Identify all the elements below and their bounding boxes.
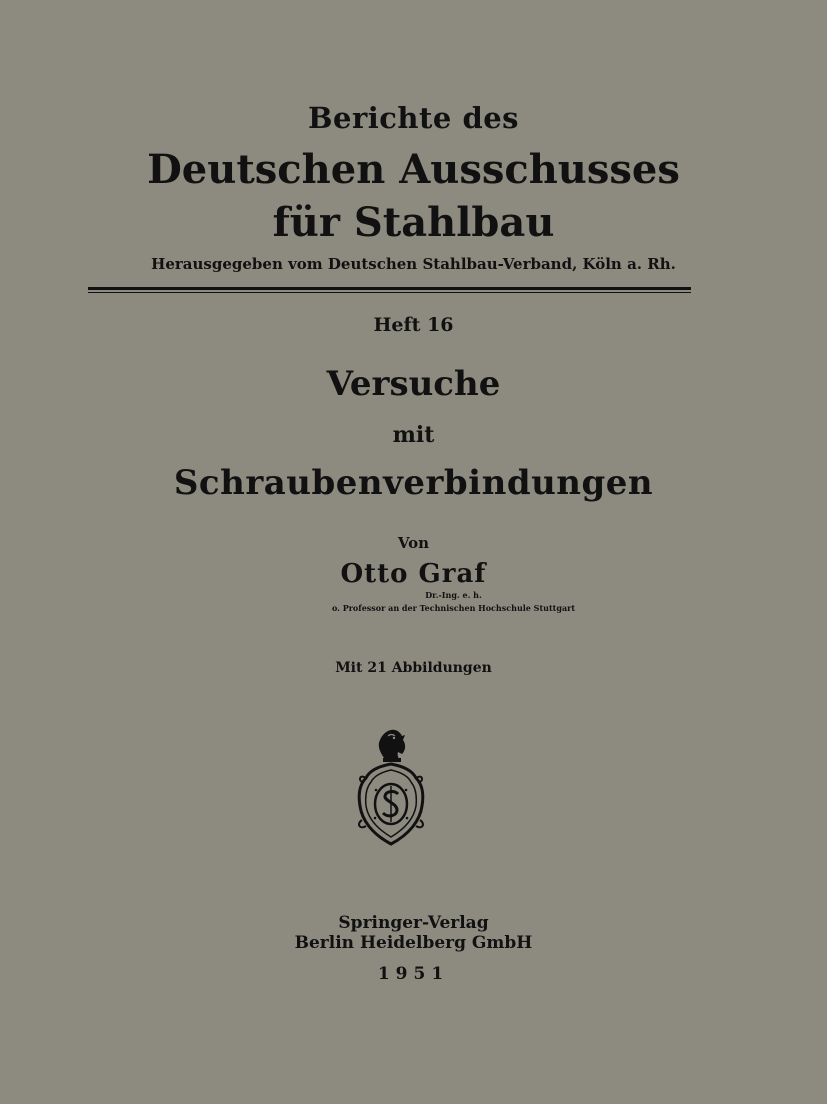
author-name: Otto Graf	[340, 559, 487, 589]
book-title-line1: Versuche	[326, 364, 501, 404]
issue-number: Heft 16	[373, 314, 454, 336]
committee-name: Deutschen Ausschusses	[147, 146, 680, 193]
book-title-line2: mit	[392, 422, 435, 448]
book-title-line3: Schraubenverbindungen	[173, 463, 654, 503]
author-degree: Dr.-Ing. e. h.	[425, 590, 482, 600]
author-affiliation: o. Professor an der Technischen Hochschule Stuttgart	[331, 603, 576, 613]
figures-note: Mit 21 Abbildungen	[335, 660, 492, 676]
publication-year: 1951	[377, 964, 450, 984]
divider-rule-thin	[88, 292, 691, 293]
editor-line: Herausgegeben vom Deutschen Stahlbau-Verband, Köln a. Rh.	[151, 255, 676, 273]
by-label: Von	[397, 534, 430, 552]
publisher-city: Berlin Heidelberg GmbH	[294, 933, 533, 953]
series-title: Berichte des	[308, 101, 519, 135]
committee-name-line2: für Stahlbau	[272, 199, 555, 246]
publisher-name: Springer-Verlag	[338, 913, 489, 933]
divider-rule-thick	[88, 287, 691, 290]
springer-emblem-icon	[350, 724, 432, 850]
